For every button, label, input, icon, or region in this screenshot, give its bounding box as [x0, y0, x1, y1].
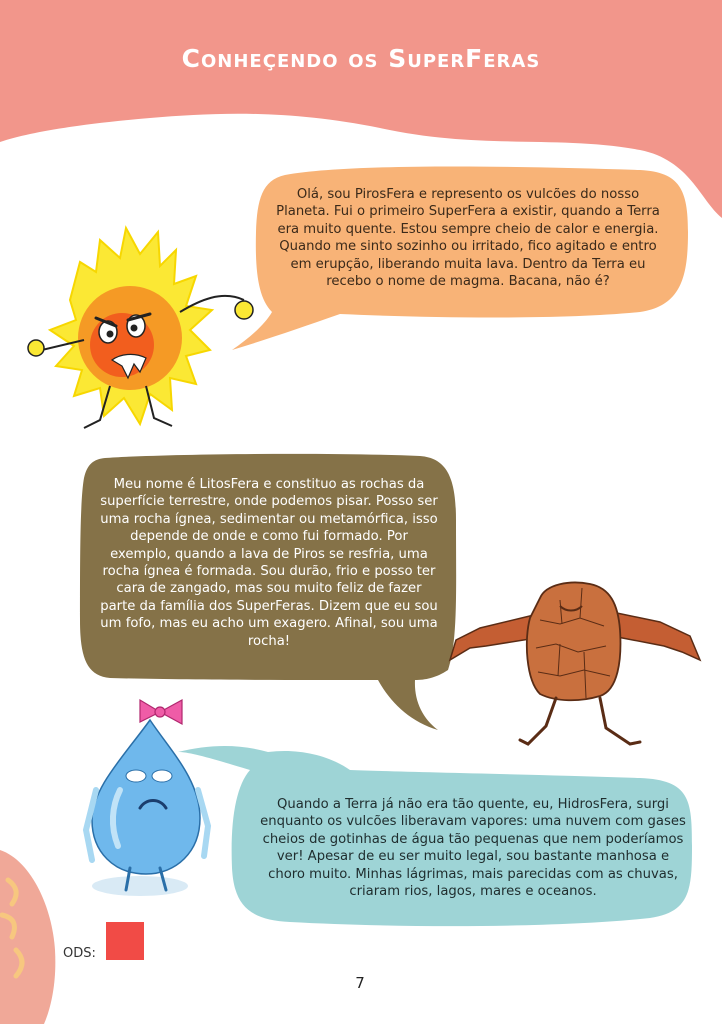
- litosfera-character: [450, 583, 700, 744]
- corner-blob: [0, 850, 55, 1024]
- litosfera-body: [527, 583, 621, 701]
- hidrosfera-body: [92, 720, 200, 874]
- page-number: 7: [355, 974, 365, 992]
- pirosfera-character: [28, 228, 253, 428]
- bubble-text-piros: Olá, sou PirosFera e represento os vulcões do nosso Planeta. Fui o primeiro SuperFera a existir, quando a Terra era muito quente. Estou sempre cheio de calor e energia. Quando me sinto sozinho ou irritado, fico agitado e entro em erupção, liberando muita lava. Dentro da Terra eu recebo o nome de magma. Bacana, não é?: [276, 187, 660, 290]
- hidrosfera-character: [86, 700, 208, 896]
- ods-label: ODS:: [63, 946, 96, 961]
- bubble-text-litos: Meu nome é LitosFera e constituo as rochas da superfície terrestre, onde podemos pisar. Posso ser uma rocha ígnea, sedimentar ou metamórfica, isso depende de onde e como fui formado. Por exemplo, quando a lava de Piros se resfria, uma rocha ígnea é formada. Sou durão, frio e posso ter cara de zangado, mas sou muito feliz de fazer parte da família dos SuperFeras. Dizem que eu sou um fofo, mas eu acho um exagero. Afinal, sou uma rocha!: [100, 477, 438, 649]
- page-title: Conheçendo os SuperFeras: [181, 44, 541, 73]
- ods-badge: [106, 922, 144, 960]
- bubble-text-hidros: Quando a Terra já não era tão quente, eu, HidrosFera, surgi enquanto os vulcões liberavam vapores: uma nuvem com gases cheios de gotinhas de água tão pequenas que nem poderíamos ver! Apesar de eu ser muito legal, sou bastante manhosa e choro muito. Minhas lágrimas, mais parecidas com as chuvas, criaram rios, lagos, mares e oceanos.: [260, 797, 686, 900]
